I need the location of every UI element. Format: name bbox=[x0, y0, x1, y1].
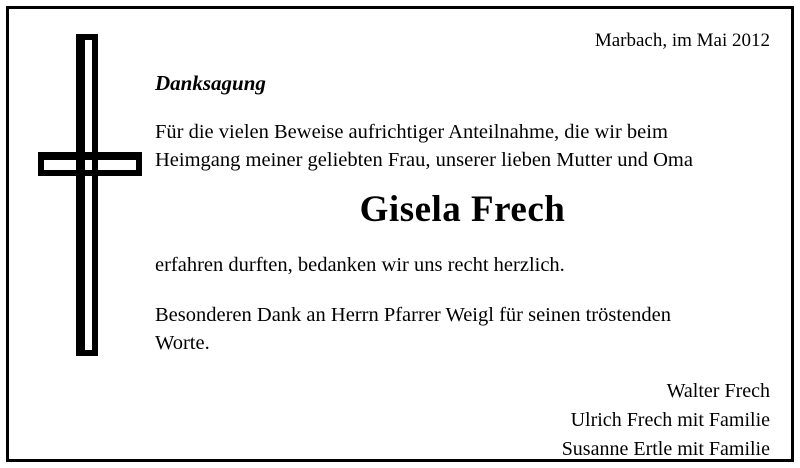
thanks-paragraph: erfahren durften, bedanken wir uns recht herzlich. bbox=[155, 253, 565, 276]
special-thanks-line-2: Worte. bbox=[155, 331, 210, 354]
place-and-date: Marbach, im Mai 2012 bbox=[594, 30, 770, 51]
special-thanks-line-1: Besonderen Dank an Herrn Pfarrer Weigl für seinen tröstenden bbox=[155, 303, 671, 326]
intro-line-1: Für die vielen Beweise aufrichtiger Anteilnahme, die wir beim bbox=[155, 120, 668, 143]
special-thanks-paragraph bbox=[155, 301, 770, 357]
cross-icon bbox=[30, 30, 150, 360]
notice-heading: Danksagung bbox=[155, 70, 266, 95]
deceased-name: Gisela Frech bbox=[359, 188, 566, 230]
signature-line: Ulrich Frech mit Familie bbox=[570, 408, 770, 431]
intro-line-2: Heimgang meiner geliebten Frau, unserer lieben Mutter und Oma bbox=[155, 148, 693, 171]
signatures-block bbox=[155, 377, 770, 464]
intro-paragraph bbox=[155, 118, 770, 174]
signature-line: Walter Frech bbox=[666, 379, 770, 402]
signature-line: Susanne Ertle mit Familie bbox=[561, 437, 770, 460]
notice-text-column bbox=[155, 30, 770, 464]
